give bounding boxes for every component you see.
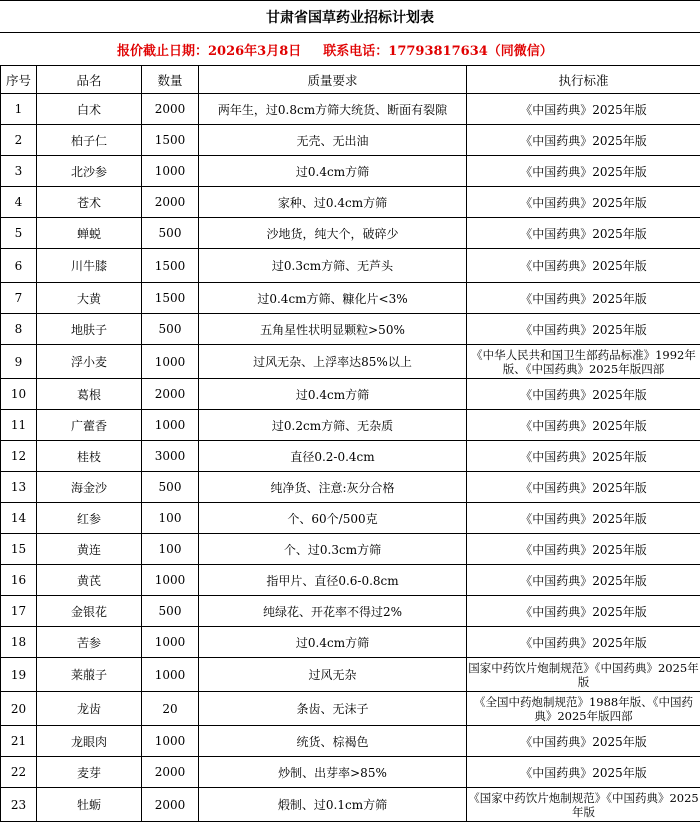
row-standard: 《中国药典》2025年版 xyxy=(467,379,700,410)
row-qty: 20 xyxy=(142,692,199,726)
row-name: 桂枝 xyxy=(37,441,142,472)
table-row xyxy=(1,441,700,472)
row-quality: 个、过0.3cm方筛 xyxy=(199,534,467,565)
table-row xyxy=(1,249,700,283)
row-qty: 2000 xyxy=(142,788,199,822)
row-no: 9 xyxy=(1,345,37,379)
table-row xyxy=(1,788,700,822)
row-qty: 1000 xyxy=(142,658,199,692)
row-no: 18 xyxy=(1,627,37,658)
row-name: 大黄 xyxy=(37,283,142,314)
row-qty: 1000 xyxy=(142,345,199,379)
row-no: 16 xyxy=(1,565,37,596)
row-quality: 炒制、出芽率>85% xyxy=(199,757,467,788)
table-row xyxy=(1,534,700,565)
row-qty: 1500 xyxy=(142,283,199,314)
row-qty: 2000 xyxy=(142,94,199,125)
row-quality: 五角星性状明显颗粒>50% xyxy=(199,314,467,345)
row-name: 浮小麦 xyxy=(37,345,142,379)
row-no: 23 xyxy=(1,788,37,822)
row-no: 8 xyxy=(1,314,37,345)
row-standard: 《中国药典》2025年版 xyxy=(467,441,700,472)
row-no: 3 xyxy=(1,156,37,187)
row-no: 19 xyxy=(1,658,37,692)
row-standard: 《中国药典》2025年版 xyxy=(467,187,700,218)
row-no: 14 xyxy=(1,503,37,534)
row-qty: 500 xyxy=(142,596,199,627)
row-standard: 《中国药典》2025年版 xyxy=(467,757,700,788)
row-qty: 100 xyxy=(142,534,199,565)
table-row xyxy=(1,692,700,726)
row-name: 龙眼肉 xyxy=(37,726,142,757)
row-qty: 1000 xyxy=(142,627,199,658)
row-no: 12 xyxy=(1,441,37,472)
col-header-quality: 质量要求 xyxy=(199,66,467,94)
row-quality: 无壳、无出油 xyxy=(199,125,467,156)
row-quality: 纯绿花、开花率不得过2% xyxy=(199,596,467,627)
row-quality: 过风无杂、上浮率达85%以上 xyxy=(199,345,467,379)
table-row xyxy=(1,472,700,503)
table-row xyxy=(1,757,700,788)
row-name: 苦参 xyxy=(37,627,142,658)
row-qty: 2000 xyxy=(142,379,199,410)
row-standard: 《中国药典》2025年版 xyxy=(467,314,700,345)
col-header-standard: 执行标准 xyxy=(467,66,700,94)
row-quality: 条齿、无沫子 xyxy=(199,692,467,726)
row-qty: 1500 xyxy=(142,125,199,156)
row-qty: 1000 xyxy=(142,565,199,596)
table-row xyxy=(1,410,700,441)
row-qty: 1500 xyxy=(142,249,199,283)
table-row xyxy=(1,156,700,187)
row-standard: 《中国药典》2025年版 xyxy=(467,249,700,283)
notice-bar xyxy=(0,33,700,65)
table-header-row xyxy=(1,66,700,94)
row-quality: 煅制、过0.1cm方筛 xyxy=(199,788,467,822)
row-no: 7 xyxy=(1,283,37,314)
row-qty: 2000 xyxy=(142,187,199,218)
table-row xyxy=(1,125,700,156)
row-no: 10 xyxy=(1,379,37,410)
row-standard: 国家中药饮片炮制规范》《中国药典》2025年版 xyxy=(467,658,700,692)
row-qty: 500 xyxy=(142,314,199,345)
row-standard: 《中国药典》2025年版 xyxy=(467,726,700,757)
col-header-qty: 数量 xyxy=(142,66,199,94)
col-header-name: 品名 xyxy=(37,66,142,94)
row-quality: 过0.2cm方筛、无杂质 xyxy=(199,410,467,441)
row-no: 6 xyxy=(1,249,37,283)
row-standard: 《中国药典》2025年版 xyxy=(467,125,700,156)
col-header-no: 序号 xyxy=(1,66,37,94)
table-row xyxy=(1,218,700,249)
row-standard: 《中国药典》2025年版 xyxy=(467,283,700,314)
row-standard: 《国家中药饮片炮制规范》《中国药典》2025年版 xyxy=(467,788,700,822)
row-quality: 个、60个/500克 xyxy=(199,503,467,534)
row-name: 金银花 xyxy=(37,596,142,627)
row-name: 蝉蜕 xyxy=(37,218,142,249)
table-body xyxy=(1,94,700,822)
row-standard: 《全国中药炮制规范》1988年版、《中国药典》2025年版四部 xyxy=(467,692,700,726)
table-row xyxy=(1,345,700,379)
table-row xyxy=(1,283,700,314)
row-name: 牡蛎 xyxy=(37,788,142,822)
bid-table xyxy=(0,65,700,822)
row-qty: 1000 xyxy=(142,726,199,757)
table-row xyxy=(1,187,700,218)
row-no: 17 xyxy=(1,596,37,627)
row-quality: 过0.4cm方筛、糠化片<3% xyxy=(199,283,467,314)
row-standard: 《中华人民共和国卫生部药品标准》1992年版、《中国药典》2025年版四部 xyxy=(467,345,700,379)
row-standard: 《中国药典》2025年版 xyxy=(467,94,700,125)
row-name: 红参 xyxy=(37,503,142,534)
row-quality: 过0.4cm方筛 xyxy=(199,379,467,410)
row-standard: 《中国药典》2025年版 xyxy=(467,472,700,503)
row-quality: 过0.4cm方筛 xyxy=(199,627,467,658)
table-row xyxy=(1,565,700,596)
row-standard: 《中国药典》2025年版 xyxy=(467,218,700,249)
row-qty: 1000 xyxy=(142,410,199,441)
row-standard: 《中国药典》2025年版 xyxy=(467,410,700,441)
table-row xyxy=(1,314,700,345)
row-standard: 《中国药典》2025年版 xyxy=(467,503,700,534)
row-quality: 两年生，过0.8cm方筛大统货、断面有裂隙 xyxy=(199,94,467,125)
row-name: 地肤子 xyxy=(37,314,142,345)
table-row xyxy=(1,503,700,534)
row-no: 21 xyxy=(1,726,37,757)
row-no: 15 xyxy=(1,534,37,565)
row-no: 1 xyxy=(1,94,37,125)
row-quality: 纯净货、注意:灰分合格 xyxy=(199,472,467,503)
row-name: 葛根 xyxy=(37,379,142,410)
deadline-text: 报价截止日期：2026年3月8日 xyxy=(117,43,302,59)
row-qty: 500 xyxy=(142,472,199,503)
row-quality: 过风无杂 xyxy=(199,658,467,692)
contact-text: 联系电话：17793817634（同微信） xyxy=(323,43,553,59)
row-qty: 100 xyxy=(142,503,199,534)
row-quality: 沙地货，纯大个，破碎少 xyxy=(199,218,467,249)
row-name: 柏子仁 xyxy=(37,125,142,156)
table-row xyxy=(1,726,700,757)
row-quality: 统货、棕褐色 xyxy=(199,726,467,757)
table-row xyxy=(1,658,700,692)
row-quality: 过0.4cm方筛 xyxy=(199,156,467,187)
row-no: 5 xyxy=(1,218,37,249)
table-row xyxy=(1,596,700,627)
row-qty: 1000 xyxy=(142,156,199,187)
row-name: 龙齿 xyxy=(37,692,142,726)
row-name: 黄芪 xyxy=(37,565,142,596)
row-no: 2 xyxy=(1,125,37,156)
row-qty: 500 xyxy=(142,218,199,249)
row-name: 麦芽 xyxy=(37,757,142,788)
row-quality: 家种、过0.4cm方筛 xyxy=(199,187,467,218)
row-standard: 《中国药典》2025年版 xyxy=(467,596,700,627)
table-row xyxy=(1,94,700,125)
row-name: 苍术 xyxy=(37,187,142,218)
row-quality: 过0.3cm方筛、无芦头 xyxy=(199,249,467,283)
row-name: 北沙参 xyxy=(37,156,142,187)
sheet-title: 甘肃省国草药业招标计划表 xyxy=(0,0,700,33)
row-name: 川牛膝 xyxy=(37,249,142,283)
row-name: 海金沙 xyxy=(37,472,142,503)
row-quality: 指甲片、直径0.6-0.8cm xyxy=(199,565,467,596)
row-standard: 《中国药典》2025年版 xyxy=(467,156,700,187)
row-no: 13 xyxy=(1,472,37,503)
row-standard: 《中国药典》2025年版 xyxy=(467,534,700,565)
row-quality: 直径0.2-0.4cm xyxy=(199,441,467,472)
table-row xyxy=(1,379,700,410)
row-name: 广藿香 xyxy=(37,410,142,441)
row-no: 20 xyxy=(1,692,37,726)
row-name: 黄连 xyxy=(37,534,142,565)
row-name: 白术 xyxy=(37,94,142,125)
table-row xyxy=(1,627,700,658)
row-standard: 《中国药典》2025年版 xyxy=(467,565,700,596)
row-standard: 《中国药典》2025年版 xyxy=(467,627,700,658)
row-name: 莱菔子 xyxy=(37,658,142,692)
row-no: 4 xyxy=(1,187,37,218)
row-qty: 3000 xyxy=(142,441,199,472)
row-qty: 2000 xyxy=(142,757,199,788)
row-no: 11 xyxy=(1,410,37,441)
row-no: 22 xyxy=(1,757,37,788)
